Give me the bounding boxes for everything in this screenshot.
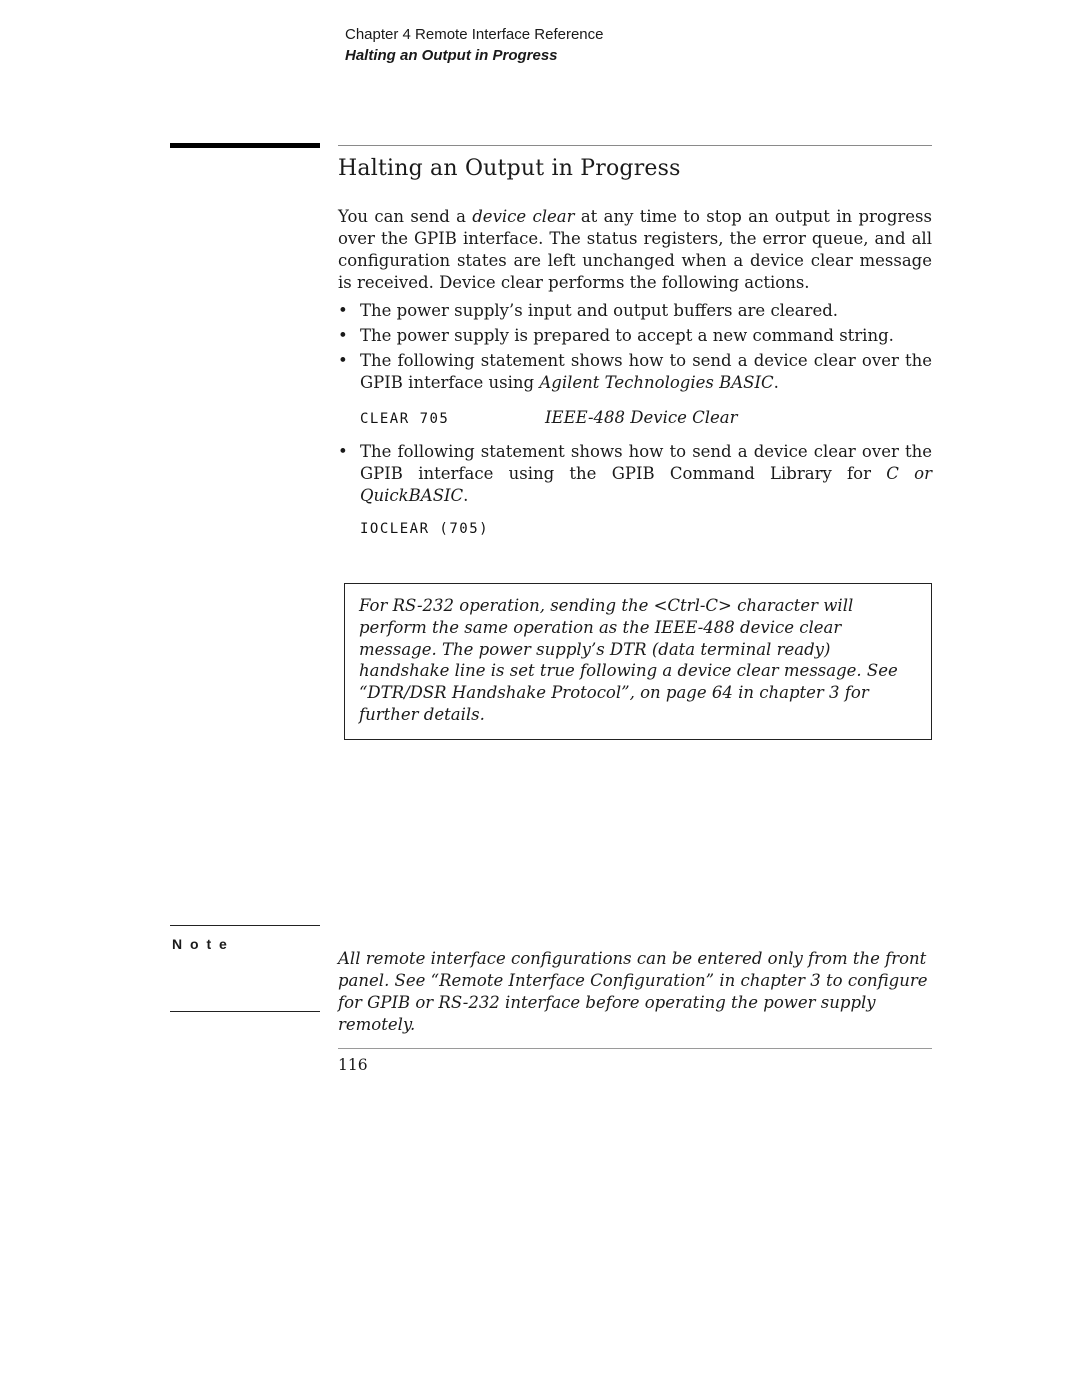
rs232-callout-box xyxy=(344,583,932,740)
rs232-callout-text: For RS-232 operation, sending the <Ctrl-C> character will perform the same operation as the IEEE-488 device clear message. The power supply’s DTR (data terminal ready) handshake line is set true following a device clear message. See “DTR/DSR Handshake Protocol”, on page 64 in chapter 3 for further details. xyxy=(359,596,898,724)
section-divider-line xyxy=(338,145,932,146)
bullet-text-4 xyxy=(360,441,932,507)
bullet-3-text: The following statement shows how to send a device clear over the GPIB interface using xyxy=(360,351,932,392)
bullet-text-1: The power supply’s input and output buffers are cleared. xyxy=(360,301,839,320)
bullet-icon: • xyxy=(338,351,348,370)
bullet-4-text: The following statement shows how to send a device clear over the GPIB interface using the GPIB Command Library for xyxy=(360,442,932,483)
intro-emphasis: device clear xyxy=(472,207,575,226)
note-label-block xyxy=(170,925,320,1012)
footer-divider-line xyxy=(338,1048,932,1049)
note-paragraph: All remote interface configurations can be entered only from the front panel. See “Remote Interface Configuration” in chapter 3 to configure for GPIB or RS-232 interface before operating the power supply remotely. xyxy=(338,948,928,1034)
section-title: Halting an Output in Progress xyxy=(338,156,681,181)
bullet-4-emphasis: C or QuickBASIC xyxy=(360,464,932,505)
intro-paragraph xyxy=(338,206,932,294)
bullet-item-4 xyxy=(338,441,932,507)
bullet-text-3 xyxy=(360,350,932,394)
bullet-4-period: . xyxy=(463,486,469,505)
bullet-3-period: . xyxy=(773,373,779,392)
bullet-icon: • xyxy=(338,442,348,461)
code-text-ioclear: IOCLEAR (705) xyxy=(360,521,490,537)
page-header xyxy=(345,26,603,64)
bullet-item-2 xyxy=(338,325,932,347)
page-number: 116 xyxy=(338,1056,368,1074)
bullet-item-3 xyxy=(338,350,932,394)
code-text-clear: CLEAR 705 xyxy=(360,411,450,427)
intro-text-1: You can send a xyxy=(338,207,473,226)
section-divider-bar xyxy=(170,143,320,148)
bullet-3-emphasis: Agilent Technologies BASIC xyxy=(539,373,774,392)
code-example-basic xyxy=(360,408,932,427)
code-comment-ieee: IEEE-488 Device Clear xyxy=(545,408,738,427)
code-example-ioclear xyxy=(360,521,932,537)
header-section-title: Halting an Output in Progress xyxy=(345,47,558,64)
intro-text-2: at any time to stop an output in progress over the GPIB interface. The status registers, the error queue, and all configuration states are left unchanged when a device clear message is received. Device clear performs the following actions. xyxy=(338,207,932,292)
note-label: N o t e xyxy=(172,936,229,952)
main-content xyxy=(338,156,932,740)
bullet-item-1 xyxy=(338,300,932,322)
bullet-icon: • xyxy=(338,326,348,345)
bullet-text-2: The power supply is prepared to accept a new command string. xyxy=(360,326,894,345)
bullet-icon: • xyxy=(338,301,348,320)
header-chapter-title: Chapter 4 Remote Interface Reference xyxy=(345,26,604,43)
